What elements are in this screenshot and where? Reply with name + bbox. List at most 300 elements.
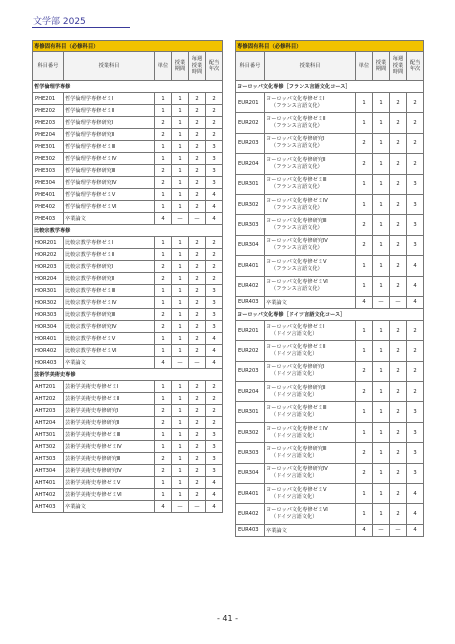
weekly-hours: 2 xyxy=(189,345,206,357)
course-name-cell xyxy=(265,484,356,504)
credits: 2 xyxy=(356,215,373,235)
weekly-hours: 2 xyxy=(189,321,206,333)
term: — xyxy=(373,524,390,536)
table-row xyxy=(236,402,424,422)
credits: 1 xyxy=(155,489,172,501)
table-row xyxy=(33,237,223,249)
course-name: 比較宗教学専修研究Ⅱ xyxy=(64,273,155,285)
course-name: 芸術学美術史専修研究Ⅱ xyxy=(64,417,155,429)
course-name: ヨーロッパ文化専修ゼミⅥ xyxy=(266,507,328,514)
term: — xyxy=(172,501,189,513)
weekly-hours: 2 xyxy=(390,484,407,504)
term: 1 xyxy=(373,93,390,113)
weekly-hours: 2 xyxy=(390,276,407,296)
weekly-hours: 2 xyxy=(390,113,407,133)
credits: 1 xyxy=(356,422,373,442)
course-name: 比較宗教学専修ゼミⅤ xyxy=(64,333,155,345)
course-name-sub: （ドイツ言語文化） xyxy=(271,350,318,357)
weekly-hours: 2 xyxy=(189,141,206,153)
year: 3 xyxy=(206,153,223,165)
course-number: EUR204 xyxy=(236,382,265,402)
table-row xyxy=(33,405,223,417)
credits: 1 xyxy=(155,381,172,393)
course-name: 芸術学美術史専修ゼミⅤ xyxy=(64,477,155,489)
section-row xyxy=(33,369,223,381)
course-number: PHE301 xyxy=(33,141,64,153)
year: 4 xyxy=(407,484,424,504)
year: 2 xyxy=(206,261,223,273)
credits: 1 xyxy=(356,174,373,194)
credits: 2 xyxy=(155,261,172,273)
credits: 2 xyxy=(356,133,373,153)
year: 2 xyxy=(206,117,223,129)
term: 1 xyxy=(373,133,390,153)
course-name: ヨーロッパ文化専修研究Ⅳ xyxy=(266,238,328,245)
course-name: 比較宗教学専修ゼミⅣ xyxy=(64,297,155,309)
course-number: PHE302 xyxy=(33,153,64,165)
year: 3 xyxy=(206,321,223,333)
course-number: PHE303 xyxy=(33,165,64,177)
year: 2 xyxy=(407,133,424,153)
credits: 1 xyxy=(155,393,172,405)
weekly-hours: 2 xyxy=(189,261,206,273)
course-number: EUR302 xyxy=(236,194,265,214)
credits: 2 xyxy=(155,273,172,285)
course-name-sub: （ドイツ言語文化） xyxy=(271,514,318,521)
credits: 2 xyxy=(356,382,373,402)
course-name: 比較宗教学専修ゼミⅢ xyxy=(64,285,155,297)
section-row xyxy=(236,81,424,93)
term: 1 xyxy=(373,341,390,361)
left-course-table xyxy=(32,40,223,513)
credits: 1 xyxy=(356,276,373,296)
course-name: 卒業論文 xyxy=(64,213,155,225)
credits: 1 xyxy=(356,194,373,214)
weekly-hours: 2 xyxy=(390,256,407,276)
credits: 1 xyxy=(155,93,172,105)
year: 4 xyxy=(206,201,223,213)
year: 3 xyxy=(206,285,223,297)
term: 1 xyxy=(172,333,189,345)
year: 3 xyxy=(206,309,223,321)
term: 1 xyxy=(172,285,189,297)
course-name-sub: （フランス言語文化） xyxy=(271,286,323,293)
table-row xyxy=(33,489,223,501)
table-row xyxy=(33,321,223,333)
course-number: EUR303 xyxy=(236,443,265,463)
column-header-course-name: 授業科目 xyxy=(64,52,155,81)
term: 1 xyxy=(373,154,390,174)
credits: 1 xyxy=(155,345,172,357)
course-number: AHT303 xyxy=(33,453,64,465)
course-number: AHT402 xyxy=(33,489,64,501)
year: 3 xyxy=(407,443,424,463)
year: 2 xyxy=(206,93,223,105)
course-number: EUR401 xyxy=(236,484,265,504)
course-number: EUR403 xyxy=(236,296,265,308)
table-row xyxy=(236,443,424,463)
section-title: 比較宗教学専修 xyxy=(33,225,223,237)
course-number: HOR302 xyxy=(33,297,64,309)
credits: 2 xyxy=(155,165,172,177)
course-name: 比較宗教学専修ゼミⅠ xyxy=(64,237,155,249)
term: 1 xyxy=(373,113,390,133)
course-name-cell xyxy=(265,276,356,296)
term: 1 xyxy=(172,93,189,105)
credits: 2 xyxy=(155,129,172,141)
term: 1 xyxy=(373,320,390,340)
year: 3 xyxy=(407,215,424,235)
course-number: AHT403 xyxy=(33,501,64,513)
credits: 1 xyxy=(155,333,172,345)
weekly-hours: 2 xyxy=(189,285,206,297)
term: 1 xyxy=(373,174,390,194)
credits: 1 xyxy=(155,105,172,117)
weekly-hours: 2 xyxy=(390,463,407,483)
course-number: PHE204 xyxy=(33,129,64,141)
weekly-hours: — xyxy=(189,501,206,513)
term: 1 xyxy=(172,309,189,321)
column-header-credits: 単位 xyxy=(155,52,172,81)
course-name-cell xyxy=(265,235,356,255)
term: 1 xyxy=(172,393,189,405)
credits: 1 xyxy=(155,477,172,489)
course-name-sub: （ドイツ言語文化） xyxy=(271,432,318,439)
table-row xyxy=(236,235,424,255)
course-name: ヨーロッパ文化専修研究Ⅳ xyxy=(266,466,328,473)
credits: 2 xyxy=(356,154,373,174)
table-row xyxy=(236,320,424,340)
year: 2 xyxy=(407,320,424,340)
course-name: ヨーロッパ文化専修ゼミⅠ xyxy=(266,95,325,102)
course-name-sub: （フランス言語文化） xyxy=(271,204,323,211)
course-name: 比較宗教学専修研究Ⅲ xyxy=(64,309,155,321)
year: 4 xyxy=(407,256,424,276)
course-name-sub: （ドイツ言語文化） xyxy=(271,452,318,459)
course-number: PHE201 xyxy=(33,93,64,105)
term: 1 xyxy=(172,477,189,489)
table-row xyxy=(236,93,424,113)
course-number: HOR203 xyxy=(33,261,64,273)
credits: 2 xyxy=(155,417,172,429)
year: 2 xyxy=(407,113,424,133)
course-name-cell xyxy=(265,463,356,483)
course-name: ヨーロッパ文化専修研究Ⅱ xyxy=(266,156,326,163)
term: 1 xyxy=(373,194,390,214)
course-name: 比較宗教学専修ゼミⅡ xyxy=(64,249,155,261)
credits: 1 xyxy=(155,285,172,297)
term: 1 xyxy=(172,129,189,141)
course-name-cell xyxy=(265,174,356,194)
year: 2 xyxy=(407,93,424,113)
year: 3 xyxy=(206,453,223,465)
column-header-course-number: 科目番号 xyxy=(33,52,64,81)
term: 1 xyxy=(172,345,189,357)
course-name: ヨーロッパ文化専修ゼミⅥ xyxy=(266,279,328,286)
credits: 1 xyxy=(356,93,373,113)
table-row xyxy=(33,477,223,489)
table-row xyxy=(236,382,424,402)
weekly-hours: 2 xyxy=(189,297,206,309)
year: 2 xyxy=(206,273,223,285)
term: 1 xyxy=(172,237,189,249)
table-row xyxy=(33,201,223,213)
credits: 1 xyxy=(155,189,172,201)
column-header-year: 配当年次 xyxy=(206,52,223,81)
column-header-term: 授業期間 xyxy=(172,52,189,81)
year: 4 xyxy=(407,504,424,524)
weekly-hours: 2 xyxy=(189,381,206,393)
course-number: AHT204 xyxy=(33,417,64,429)
table-row xyxy=(33,117,223,129)
weekly-hours: — xyxy=(390,524,407,536)
term: 1 xyxy=(373,215,390,235)
table-row xyxy=(236,463,424,483)
table-row xyxy=(33,141,223,153)
year: 2 xyxy=(407,382,424,402)
course-name-sub: （ドイツ言語文化） xyxy=(271,391,318,398)
course-name: 芸術学美術史専修ゼミⅢ xyxy=(64,429,155,441)
column-header-year: 配当年次 xyxy=(407,52,424,81)
credits: 2 xyxy=(155,117,172,129)
weekly-hours: 2 xyxy=(390,194,407,214)
course-name-cell xyxy=(265,443,356,463)
course-number: HOR403 xyxy=(33,357,64,369)
course-number: EUR201 xyxy=(236,93,265,113)
weekly-hours: 2 xyxy=(189,129,206,141)
table-row xyxy=(33,465,223,477)
weekly-hours: 2 xyxy=(189,429,206,441)
table-row xyxy=(33,93,223,105)
year: 2 xyxy=(206,405,223,417)
term: 1 xyxy=(373,235,390,255)
year: 4 xyxy=(407,524,424,536)
course-name: 哲学倫理学専修研究Ⅱ xyxy=(64,129,155,141)
credits: 1 xyxy=(356,341,373,361)
course-name-cell xyxy=(265,215,356,235)
term: 1 xyxy=(172,321,189,333)
course-name: 哲学倫理学専修ゼミⅡ xyxy=(64,105,155,117)
table-title-row xyxy=(33,41,223,52)
weekly-hours: 2 xyxy=(390,443,407,463)
year: 3 xyxy=(206,177,223,189)
course-name: 比較宗教学専修研究Ⅳ xyxy=(64,321,155,333)
column-header-credits: 単位 xyxy=(356,52,373,81)
page-number: - 41 - xyxy=(216,614,239,623)
course-name-sub: （ドイツ言語文化） xyxy=(271,330,318,337)
course-name-cell xyxy=(265,320,356,340)
course-name: 卒業論文 xyxy=(64,501,155,513)
course-number: AHT202 xyxy=(33,393,64,405)
course-name: ヨーロッパ文化専修ゼミⅤ xyxy=(266,486,327,493)
credits: 1 xyxy=(155,441,172,453)
table-row xyxy=(33,249,223,261)
right-course-table xyxy=(235,40,424,537)
course-name: 芸術学美術史専修ゼミⅠ xyxy=(64,381,155,393)
course-name: 哲学倫理学専修ゼミⅠ xyxy=(64,93,155,105)
term: 1 xyxy=(172,489,189,501)
course-number: EUR402 xyxy=(236,504,265,524)
weekly-hours: 2 xyxy=(189,117,206,129)
course-number: PHE203 xyxy=(33,117,64,129)
credits: 1 xyxy=(356,113,373,133)
weekly-hours: 2 xyxy=(390,154,407,174)
table-row xyxy=(33,105,223,117)
table-row xyxy=(33,453,223,465)
course-number: EUR203 xyxy=(236,133,265,153)
year: 3 xyxy=(206,297,223,309)
course-number: HOR401 xyxy=(33,333,64,345)
course-name-sub: （フランス言語文化） xyxy=(271,184,323,191)
table-row xyxy=(236,524,424,536)
course-name-cell xyxy=(265,256,356,276)
table-row xyxy=(236,484,424,504)
weekly-hours: 2 xyxy=(189,93,206,105)
table-row xyxy=(33,381,223,393)
year: 3 xyxy=(206,465,223,477)
course-name: 哲学倫理学専修ゼミⅥ xyxy=(64,201,155,213)
credits: 1 xyxy=(155,201,172,213)
credits: 1 xyxy=(155,237,172,249)
credits: 1 xyxy=(356,320,373,340)
course-name: ヨーロッパ文化専修研究Ⅲ xyxy=(266,445,327,452)
term: 1 xyxy=(373,422,390,442)
term: 1 xyxy=(373,276,390,296)
course-number: AHT201 xyxy=(33,381,64,393)
weekly-hours: 2 xyxy=(390,215,407,235)
weekly-hours: 2 xyxy=(189,249,206,261)
table-row xyxy=(236,361,424,381)
course-name: 哲学倫理学専修研究Ⅰ xyxy=(64,117,155,129)
course-name: ヨーロッパ文化専修ゼミⅡ xyxy=(266,343,326,350)
credits: 4 xyxy=(155,213,172,225)
course-number: HOR201 xyxy=(33,237,64,249)
year: 2 xyxy=(206,249,223,261)
table-row xyxy=(33,429,223,441)
column-header-course-name: 授業科目 xyxy=(265,52,356,81)
course-name: ヨーロッパ文化専修研究Ⅲ xyxy=(266,218,327,225)
year: 4 xyxy=(407,276,424,296)
course-name: 哲学倫理学専修ゼミⅤ xyxy=(64,189,155,201)
course-name-cell xyxy=(265,341,356,361)
course-number: EUR301 xyxy=(236,402,265,422)
term: 1 xyxy=(373,443,390,463)
weekly-hours: 2 xyxy=(390,320,407,340)
weekly-hours: — xyxy=(189,213,206,225)
credits: 1 xyxy=(356,256,373,276)
weekly-hours: 2 xyxy=(189,165,206,177)
course-name: 芸術学美術史専修研究Ⅳ xyxy=(64,465,155,477)
course-name: 哲学倫理学専修研究Ⅲ xyxy=(64,165,155,177)
year: 4 xyxy=(206,189,223,201)
course-name: 芸術学美術史専修ゼミⅥ xyxy=(64,489,155,501)
year: 2 xyxy=(206,237,223,249)
year: 4 xyxy=(206,357,223,369)
year: 2 xyxy=(407,154,424,174)
section-row xyxy=(33,225,223,237)
course-number: PHE401 xyxy=(33,189,64,201)
weekly-hours: 2 xyxy=(189,489,206,501)
course-number: HOR301 xyxy=(33,285,64,297)
course-name-cell xyxy=(265,154,356,174)
table-title: 専修固有科目（必修科目） xyxy=(236,41,424,52)
weekly-hours: 2 xyxy=(189,201,206,213)
table-row xyxy=(236,133,424,153)
credits: 2 xyxy=(155,321,172,333)
term: 1 xyxy=(172,405,189,417)
course-name-cell xyxy=(265,504,356,524)
course-number: EUR304 xyxy=(236,235,265,255)
course-number: HOR202 xyxy=(33,249,64,261)
year: 3 xyxy=(206,165,223,177)
table-row xyxy=(33,417,223,429)
weekly-hours: — xyxy=(189,357,206,369)
weekly-hours: 2 xyxy=(189,441,206,453)
year: 4 xyxy=(206,345,223,357)
course-name-sub: （フランス言語文化） xyxy=(271,102,323,109)
weekly-hours: 2 xyxy=(390,361,407,381)
course-name-sub: （フランス言語文化） xyxy=(271,265,323,272)
course-name: 卒業論文 xyxy=(266,299,287,306)
course-number: EUR303 xyxy=(236,215,265,235)
column-header-weekly-hours: 毎週授業時間 xyxy=(189,52,206,81)
weekly-hours: 2 xyxy=(189,105,206,117)
course-name-sub: （フランス言語文化） xyxy=(271,143,323,150)
table-title: 専修固有科目（必修科目） xyxy=(33,41,223,52)
course-name-cell xyxy=(265,133,356,153)
table-row xyxy=(236,174,424,194)
credits: 2 xyxy=(155,465,172,477)
year: 4 xyxy=(206,489,223,501)
weekly-hours: 2 xyxy=(390,422,407,442)
course-number: HOR204 xyxy=(33,273,64,285)
course-name-cell xyxy=(265,382,356,402)
course-number: EUR403 xyxy=(236,524,265,536)
course-name: 哲学倫理学専修ゼミⅣ xyxy=(64,153,155,165)
table-row xyxy=(236,422,424,442)
term: — xyxy=(172,213,189,225)
weekly-hours: 2 xyxy=(189,417,206,429)
section-title: ヨーロッパ文化専修［フランス言語文化コース］ xyxy=(236,81,424,93)
table-row xyxy=(33,393,223,405)
course-name-sub: （ドイツ言語文化） xyxy=(271,412,318,419)
term: 1 xyxy=(172,429,189,441)
table-row xyxy=(236,113,424,133)
course-name: 芸術学美術史専修ゼミⅣ xyxy=(64,441,155,453)
section-title: ヨーロッパ文化専修［ドイツ言語文化コース］ xyxy=(236,308,424,320)
term: 1 xyxy=(172,105,189,117)
table-row xyxy=(236,296,424,308)
course-name-cell xyxy=(265,524,356,536)
weekly-hours: 2 xyxy=(189,153,206,165)
course-number: EUR204 xyxy=(236,154,265,174)
weekly-hours: 2 xyxy=(189,393,206,405)
year: 4 xyxy=(206,213,223,225)
term: 1 xyxy=(172,273,189,285)
credits: 1 xyxy=(155,297,172,309)
credits: 4 xyxy=(356,524,373,536)
table-row xyxy=(33,153,223,165)
course-name: ヨーロッパ文化専修ゼミⅢ xyxy=(266,405,327,412)
table-row xyxy=(33,501,223,513)
term: — xyxy=(373,296,390,308)
year: 4 xyxy=(407,296,424,308)
course-number: AHT304 xyxy=(33,465,64,477)
year: 2 xyxy=(407,361,424,381)
table-row xyxy=(33,273,223,285)
credits: 2 xyxy=(356,463,373,483)
term: 1 xyxy=(172,165,189,177)
